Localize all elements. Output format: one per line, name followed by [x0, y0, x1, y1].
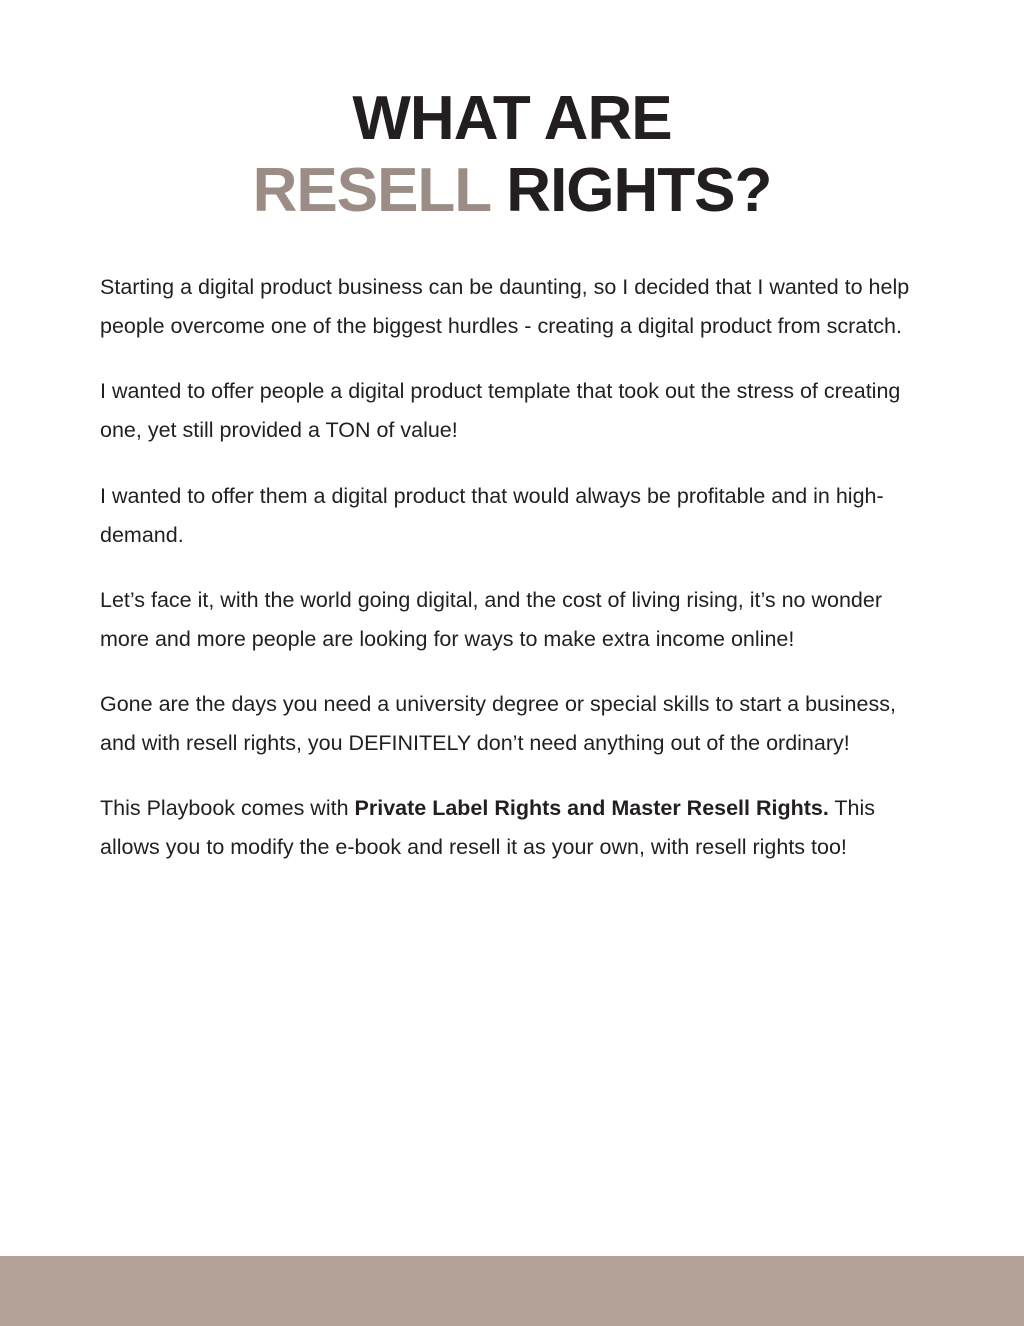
paragraph-2: I wanted to offer people a digital product template that took out the stress of creating one, yet still provided a TON of value!	[100, 379, 901, 443]
paragraph-1: Starting a digital product business can be daunting, so I decided that I wanted to help people overcome one of the biggest hurdles - creating a digital product from scratch.	[100, 275, 910, 339]
title-accent-word: RESELL	[252, 155, 491, 225]
paragraph-4: Let’s face it, with the world going digital, and the cost of living rising, it’s no wonder more and more people are looking for ways to make extra income online!	[100, 587, 882, 651]
footer-bar	[0, 1256, 1024, 1326]
page-title	[0, 0, 1024, 223]
title-rest-word: RIGHTS?	[490, 155, 772, 225]
paragraph-5: Gone are the days you need a university degree or special skills to start a business, and with resell rights, you DEFINITELY don’t need anything out of the ordinary!	[100, 692, 896, 756]
title-line-1: WHAT ARE	[352, 84, 672, 153]
paragraph-6-tail: This allows you to modify the e-book and resell it as your own, with resell rights too!	[100, 796, 876, 860]
paragraph-6-bold: Private Label Rights and Master Resell Rights.	[354, 796, 829, 821]
title-line-2	[0, 155, 1024, 225]
paragraph-6-lead: This Playbook comes with	[100, 796, 355, 821]
body-content	[100, 268, 924, 868]
paragraph-3: I wanted to offer them a digital product that would always be profitable and in high-demand.	[100, 483, 884, 547]
paragraph-6	[100, 789, 924, 867]
